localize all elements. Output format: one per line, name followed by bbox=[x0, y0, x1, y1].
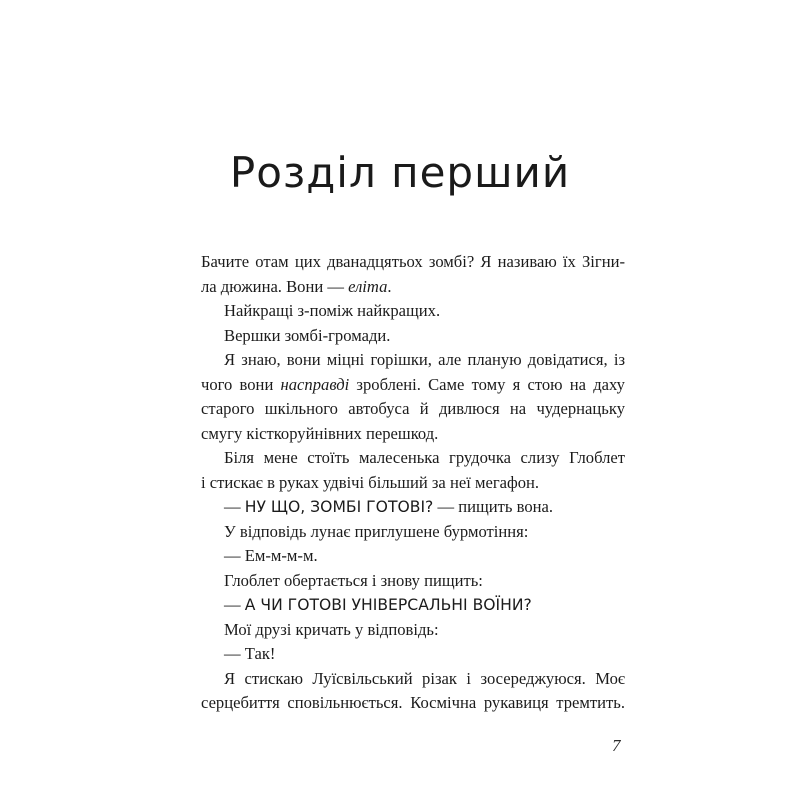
text-line: серцебиття сповільнюється. Космічна рукавиця тремтить. bbox=[201, 693, 625, 712]
body-text bbox=[201, 250, 625, 716]
text-line: Бачите отам цих дванадцятьох зомбі? Я називаю їх Зігни- bbox=[201, 252, 625, 271]
text-line: ла дюжина. Вони — еліта. bbox=[201, 276, 392, 296]
paragraph: У відповідь лунає приглушене бурмотіння: bbox=[224, 521, 529, 541]
text-line: Біля мене стоїть малесенька грудочка слизу Глоблет bbox=[224, 448, 625, 467]
text-line: і стискає в руках удвічі більший за неї мегафон. bbox=[201, 472, 540, 492]
page-number: 7 bbox=[612, 736, 621, 755]
paragraph: — Так! bbox=[224, 644, 276, 663]
text-line: смугу кісткоруйнівних перешкод. bbox=[201, 423, 439, 443]
paragraph: — Ем-м-м-м. bbox=[224, 546, 318, 565]
paragraph: Вершки зомбі-громади. bbox=[224, 325, 391, 345]
paragraph: — А ЧИ ГОТОВІ УНІВЕРСАЛЬНІ ВОЇНИ? bbox=[224, 595, 532, 614]
paragraph: — НУ ЩО, ЗОМБІ ГОТОВІ? — пищить вона. bbox=[224, 497, 554, 516]
text-line: старого шкільного автобуса й дивлюся на чудернацьку bbox=[201, 399, 625, 418]
paragraph: Глоблет обертається і знову пищить: bbox=[224, 570, 483, 590]
text-line: Я знаю, вони міцні горішки, але планую довідатися, із bbox=[224, 350, 625, 369]
text-line: чого вони насправді зроблені. Саме тому я стою на даху bbox=[201, 374, 625, 394]
text-line: Я стискаю Луїсвільський різак і зосереджуюся. Моє bbox=[224, 668, 625, 688]
shout-text: А ЧИ ГОТОВІ УНІВЕРСАЛЬНІ ВОЇНИ? bbox=[244, 596, 532, 614]
paragraph: Мої друзі кричать у відповідь: bbox=[224, 619, 439, 639]
shout-text: НУ ЩО, ЗОМБІ ГОТОВІ? bbox=[244, 498, 434, 516]
paragraph: Найкращі з-поміж найкращих. bbox=[224, 301, 441, 320]
chapter-title: Розділ перший bbox=[229, 148, 571, 197]
emphasis: еліта bbox=[348, 276, 388, 296]
emphasis: насправді bbox=[280, 374, 350, 394]
